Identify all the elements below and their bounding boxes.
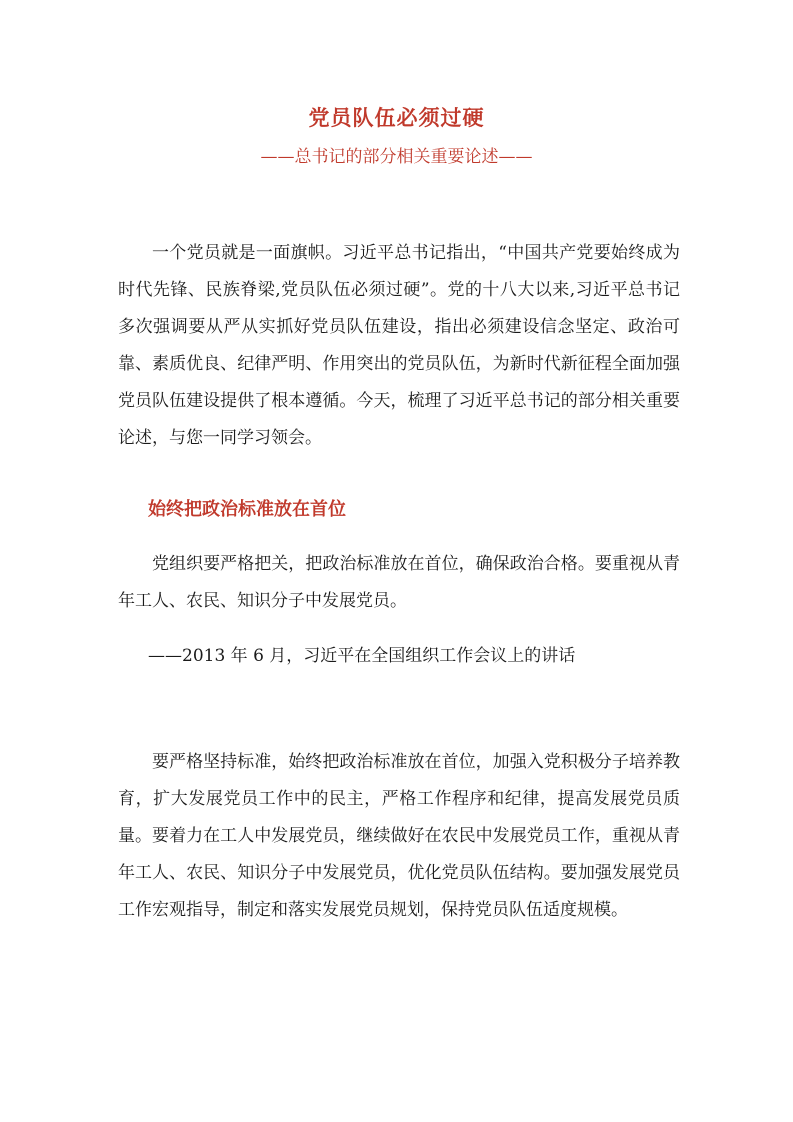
intro-paragraph: 一个党员就是一面旗帜。习近平总书记指出，“中国共产党要始终成为时代先锋、民族脊梁,党员队伍必须过硬”。党的十八大以来,习近平总书记多次强调要从严从实抓好党员队伍建设，指出必须建设信念坚定、政治可靠、素质优良、纪律严明、作用突出的党员队伍，为新时代新征程全面加强党员队伍建设提供了根本遵循。今天，梳理了习近平总书记的部分相关重要论述，与您一同学习领会。 (118, 243, 680, 448)
document-title: 党员队伍必须过硬 (308, 105, 485, 130)
document-subtitle: ——总书记的部分相关重要论述—— (260, 147, 533, 167)
quote-source-1: ——2013 年 6 月，习近平在全国组织工作会议上的讲话 (148, 646, 576, 666)
quote-paragraph-2: 要严格坚持标准，始终把政治标准放在首位，加强入党积极分子培养教育，扩大发展党员工作中的民主，严格工作程序和纪律，提高发展党员质量。要着力在工人中发展党员，继续做好在农民中发展党员工作，重视从青年工人、农民、知识分子中发展党员，优化党员队伍结构。要加强发展党员工作宏观指导，制定和落实发展党员规划，保持党员队伍适度规模。 (118, 752, 680, 920)
quote-paragraph-1: 党组织要严格把关，把政治标准放在首位，确保政治合格。要重视从青年工人、农民、知识分子中发展党员。 (118, 554, 680, 611)
section-heading: 始终把政治标准放在首位 (148, 499, 346, 520)
